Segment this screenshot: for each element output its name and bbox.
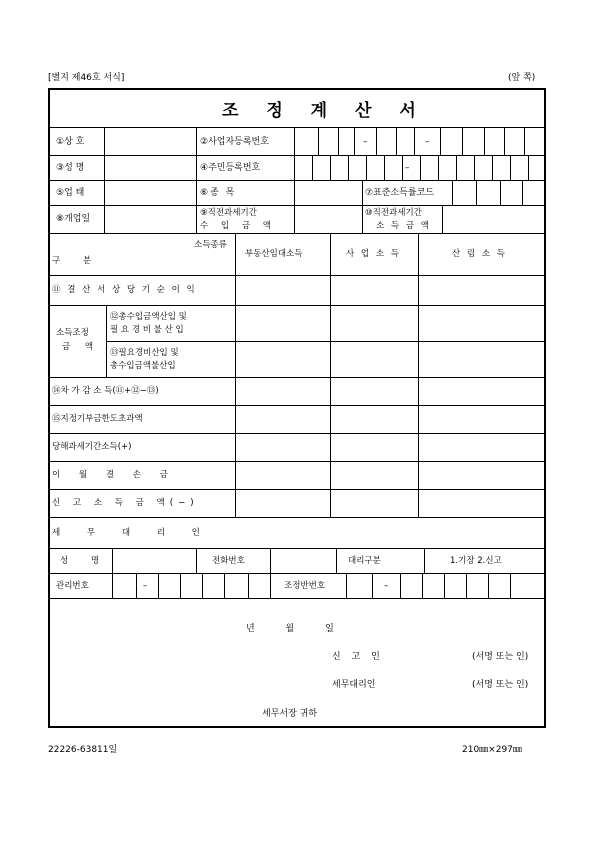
paper-size: 210㎜×297㎜ bbox=[462, 745, 522, 755]
label-income-amount: 소 득 금 액 bbox=[376, 221, 431, 231]
corner-income-type: 소득종류 bbox=[194, 240, 227, 250]
label-adjustment-team-no: 조정반번호 bbox=[284, 581, 326, 591]
row-reported-income: 신 고 소 득 금 액(−) bbox=[52, 498, 199, 508]
col-business-income: 사 업 소 득 bbox=[346, 249, 401, 259]
label-prior-period: ⑨직전과세기간 bbox=[200, 208, 257, 218]
divider bbox=[48, 127, 546, 128]
page-side-label: (앞 쪽) bbox=[508, 73, 536, 83]
col-forestry-income: 산 림 소 득 bbox=[452, 249, 507, 259]
adjustment-team-dash: – bbox=[384, 581, 389, 591]
row-net-income: ⑪ 결 산 서 상 당 기 순 이 익 bbox=[52, 285, 197, 295]
label-business-type: ⑤업 태 bbox=[56, 188, 85, 198]
management-no-dash: – bbox=[143, 581, 148, 591]
form-number: [별지 제46호 서식] bbox=[48, 73, 125, 83]
label-name: ③성 명 bbox=[56, 163, 85, 173]
form-title: 조 정 계 산 서 bbox=[222, 101, 427, 121]
resident-no-dash: – bbox=[405, 163, 410, 173]
label-reporter: 신 고 인 bbox=[332, 652, 384, 662]
label-business-item: ⑥종 목 bbox=[200, 188, 237, 198]
label-agent-name: 성 명 bbox=[60, 556, 110, 566]
label-prior-period-2: ⑩직전과세기간 bbox=[365, 208, 422, 218]
label-resident-no: ④주민등록번호 bbox=[200, 163, 261, 173]
label-trade-name: ①상 호 bbox=[56, 137, 85, 147]
row-donation-excess: ⑮지정기부금한도초과액 bbox=[52, 414, 143, 424]
row-revenue-inclusion-2: 필 요 경 비 불 산 입 bbox=[110, 325, 184, 335]
form-code: 22226-63811일 bbox=[48, 745, 118, 755]
addressee: 세무서장 귀하 bbox=[262, 709, 318, 719]
label-standard-income-code: ⑦표준소득률코드 bbox=[365, 188, 434, 198]
label-agent-type: 대리구분 bbox=[348, 556, 381, 566]
reg-no-dash: – bbox=[363, 137, 368, 147]
row-net-adjusted-income: ⑭차 가 감 소 득(⑪+⑫−⑬) bbox=[52, 386, 159, 396]
corner-category: 구 분 bbox=[52, 256, 102, 266]
row-expense-inclusion: ⑬필요경비산입 및 bbox=[110, 348, 179, 358]
row-expense-inclusion-2: 총수입금액불산입 bbox=[110, 361, 176, 371]
reporter-signature: (서명 또는 인) bbox=[472, 652, 529, 662]
date-line: 년 월 일 bbox=[246, 624, 334, 634]
label-opening-date: ⑧개업일 bbox=[56, 214, 91, 224]
label-management-no: 관리번호 bbox=[56, 581, 89, 591]
label-revenue-amount: 수 입 금 액 bbox=[200, 221, 276, 231]
tax-agent-section: 세 무 대 리 인 bbox=[52, 528, 212, 538]
label-business-reg-no: ②사업자등록번호 bbox=[200, 137, 269, 147]
adj-amount-label: 소득조정 bbox=[56, 328, 89, 338]
col-real-estate-rental: 부동산임대소득 bbox=[245, 249, 303, 259]
agent-type-options: 1.기장 2.신고 bbox=[450, 556, 502, 566]
agent-signature: (서명 또는 인) bbox=[472, 680, 529, 690]
row-carryforward-loss: 이 월 결 손 금 bbox=[52, 470, 176, 480]
label-tax-agent: 세무대리인 bbox=[332, 680, 376, 690]
adj-amount-label-2: 금 액 bbox=[62, 342, 100, 352]
label-agent-phone: 전화번호 bbox=[212, 556, 245, 566]
reg-no-dash: – bbox=[425, 137, 430, 147]
row-current-income: 당해과세기간소득(+) bbox=[52, 442, 132, 452]
row-revenue-inclusion: ⑫총수입금액산입 및 bbox=[110, 312, 187, 322]
